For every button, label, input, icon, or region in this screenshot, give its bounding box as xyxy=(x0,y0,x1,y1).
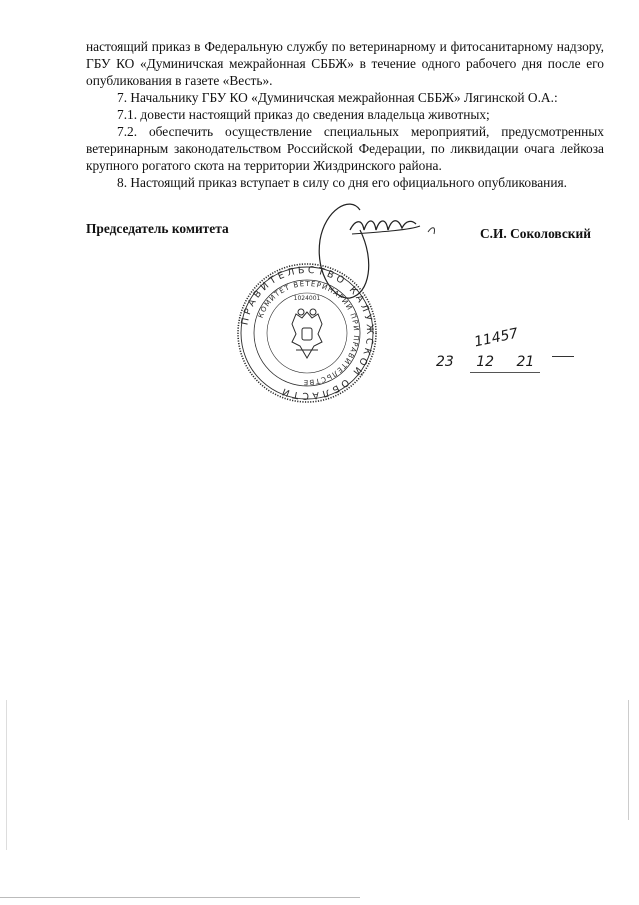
seal-inner-text: КОМИТЕТ ВЕТЕРИНАРИИ ПРИ ПРАВИТЕЛЬСТВЕ xyxy=(256,279,361,387)
scan-bottom-line xyxy=(0,897,360,898)
paragraph-4: 8. Настоящий приказ вступает в силу со дня его официального опубликования. xyxy=(117,175,567,190)
seal-number: 1024001 xyxy=(293,295,321,302)
paragraph-3: 7.2. обеспечить осуществление специальных мероприятий, предусмотренных ветеринарным законодательством Российской Федерации, по ликвидации очага лейкоза крупного рогатого скота на территории Жиздринского района. xyxy=(86,124,604,173)
registration-dash xyxy=(552,356,574,357)
scan-left-edge xyxy=(6,700,7,850)
paragraph-0: настоящий приказ в Федеральную службу по ветеринарному и фитосанитарному надзору, ГБУ КО «Думиничская межрайонная СББЖ» в течение одного рабочего дня после его опубликования в газете «Весть». xyxy=(86,39,604,88)
registration-number: 11457 xyxy=(472,325,520,351)
official-seal xyxy=(236,262,378,404)
document-body xyxy=(86,38,604,191)
signatory-name: С.И. Соколовский xyxy=(480,226,591,241)
paragraph-1: 7. Начальнику ГБУ КО «Думиничская межрайонная СББЖ» Лягинской О.А.: xyxy=(117,90,558,105)
signatory-title: Председатель комитета xyxy=(86,221,229,236)
seal-outer-text: ПРАВИТЕЛЬСТВО КАЛУЖСКОЙ ОБЛАСТИ xyxy=(239,264,376,402)
scan-right-edge xyxy=(628,700,629,820)
paragraph-2: 7.1. довести настоящий приказ до сведения владельца животных; xyxy=(117,107,490,122)
registration-date: 23 12 21 xyxy=(436,354,535,370)
registration-underline xyxy=(470,372,540,373)
eagle-emblem-icon xyxy=(292,309,322,358)
